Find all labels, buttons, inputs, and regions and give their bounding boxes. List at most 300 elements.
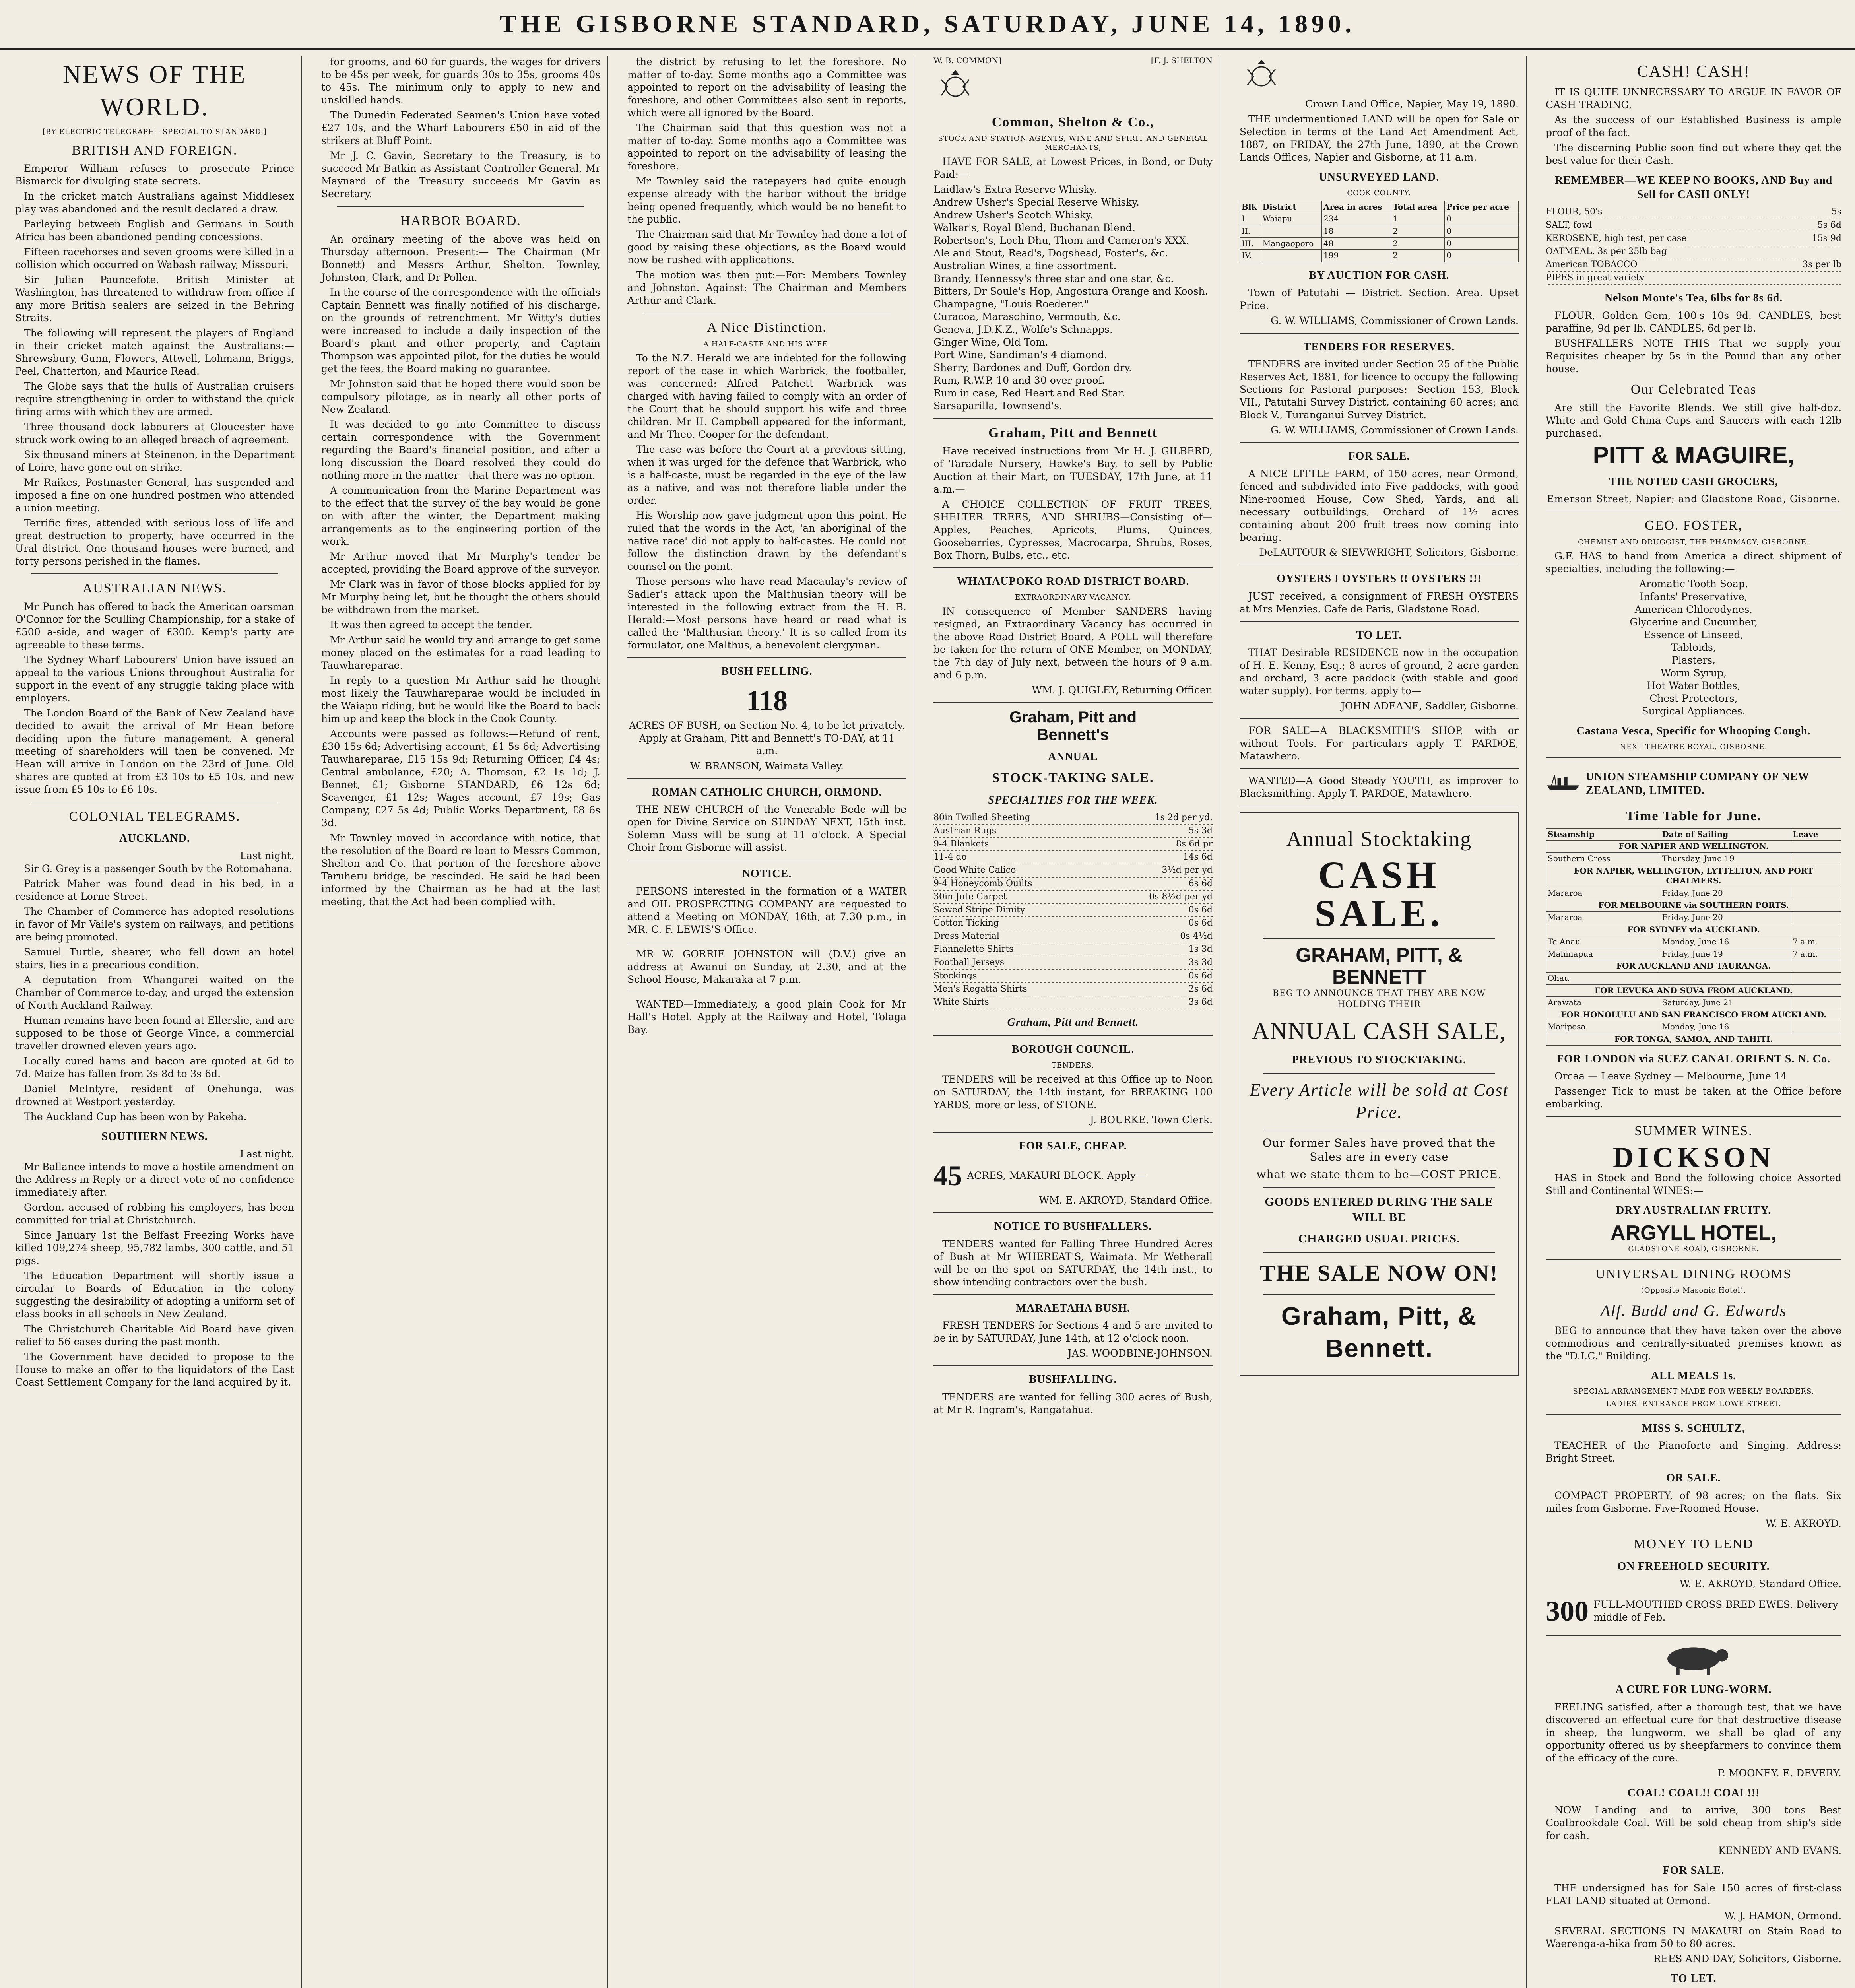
list-item: Chest Protectors,: [1649, 692, 1738, 704]
news-item: Daniel McIntyre, resident of Onehunga, was drowned at Westport yesterday.: [15, 1083, 294, 1108]
annual-stocktaking: Annual Stocktaking: [1286, 827, 1472, 851]
table-cell: [1791, 853, 1841, 865]
nelson-tea: Nelson Monte's Tea, 6lbs for 8s 6d.: [1604, 292, 1783, 305]
universal-dining-rooms: UNIVERSAL DINING ROOMS: [1595, 1266, 1792, 1281]
news-item: The Government have decided to propose to the House to make an offer to the liquidators of the East Coast Settlement Company for the land acquired by it.: [15, 1351, 294, 1388]
table-cell: Monday, June 16: [1660, 1021, 1791, 1033]
ad-text: IT IS QUITE UNNECESSARY TO ARGUE IN FAVOR OF CASH TRADING,: [1546, 86, 1841, 111]
table-cell: 1: [1391, 213, 1445, 225]
column-merchants: [926, 56, 1220, 1988]
table-header: Steamship: [1546, 828, 1660, 841]
castana-address: NEXT THEATRE ROYAL, GISBORNE.: [1620, 742, 1768, 751]
list-item: Hot Water Bottles,: [1647, 679, 1741, 691]
heading-colonial-telegrams: COLONIAL TELEGRAMS.: [69, 809, 241, 824]
news-item: Fifteen racehorses and seven grooms were killed in a collision which occurred on Wabash railway, Missouri.: [15, 246, 294, 271]
table-cell: Mararoa: [1546, 911, 1660, 924]
ad-signature: P. MOONEY. E. DEVERY.: [1717, 1767, 1841, 1779]
heading-bush-felling: BUSH FELLING.: [721, 665, 813, 678]
item-name: 80in Twilled Sheeting: [933, 812, 1030, 823]
ad-text: TENDERS will be received at this Office up to Noon on SATURDAY, the 14th instant, for BREAKING 100 YARDS, more or less, of STONE.: [933, 1073, 1213, 1110]
ad-text: WANTED—Immediately, a good plain Cook for Mr Hall's Hotel. Apply at the Railway and Hotel, Tolaga Bay.: [627, 998, 906, 1036]
crown-dateline: Crown Land Office, Napier, May 19, 1890.: [1305, 98, 1519, 110]
ladies-entrance: LADIES' ENTRANCE FROM LOWE STREET.: [1606, 1400, 1781, 1408]
table-cell: [1791, 997, 1841, 1009]
table-cell: 7 a.m.: [1791, 948, 1841, 960]
ad-text: PERSONS interested in the formation of a WATER and OIL PROSPECTING COMPANY are requested to attend a Meeting on MONDAY, 16th, at 7.30 p.m., in MR. C. F. LEWIS'S Office.: [627, 885, 906, 936]
list-item: [933, 864, 1213, 877]
item-name: Austrian Rugs: [933, 825, 997, 836]
ad-signature: DeLAUTOUR & SIEVWRIGHT, Solicitors, Gisborne.: [1259, 547, 1519, 559]
bush-felling-ad: [627, 682, 906, 772]
subheading-tenders: TENDERS.: [1052, 1061, 1094, 1070]
table-cell: 0: [1445, 225, 1519, 238]
sale-now-on: THE SALE NOW ON!: [1260, 1260, 1498, 1286]
stock-taking-sale: STOCK-TAKING SALE.: [992, 771, 1154, 786]
firm-name: Common, Shelton & Co.,: [992, 115, 1155, 130]
list-item: [1546, 232, 1841, 245]
subheading-cook-county: COOK COUNTY.: [1347, 188, 1411, 197]
item-name: Good White Calico: [933, 865, 1016, 876]
heading-southern-news: SOUTHERN NEWS.: [101, 1130, 208, 1143]
ad-signature: W. BRANSON, Waimata Valley.: [690, 760, 844, 772]
item-name: Cotton Ticking: [933, 918, 999, 928]
former-sales-line1: Our former Sales have proved that the Sales are in every case: [1262, 1136, 1496, 1164]
ad-text: ACRES, MAKAURI BLOCK. Apply—: [967, 1169, 1146, 1181]
heading-maraetaha-bush: MARAETAHA BUSH.: [1015, 1302, 1131, 1314]
list-item: [933, 956, 1213, 969]
item-price: 3s per lb: [1802, 260, 1841, 270]
heading-bushfalling: BUSHFALLING.: [1029, 1373, 1117, 1386]
heading-australian-news: AUSTRALIAN NEWS.: [82, 581, 227, 596]
or-sale: OR SALE.: [1666, 1472, 1721, 1485]
list-item: Champagne, "Louis Roederer.": [933, 298, 1089, 310]
cash-sale-title: CASH SALE.: [1314, 854, 1444, 935]
list-item: Worm Syrup,: [1661, 667, 1727, 679]
ad-text: FRESH TENDERS for Sections 4 and 5 are invited to be in by SATURDAY, June 14th, at 12 o'clock noon.: [933, 1320, 1213, 1344]
item-name: 30in Jute Carpet: [933, 891, 1007, 902]
table-cell: FOR NAPIER, WELLINGTON, LYTTELTON, AND PORT CHALMERS.: [1546, 865, 1841, 887]
report-paragraph: In the course of the correspondence with the officials Captain Bennett was finally notified of his discharge, on the grounds of retrenchment. Mr Witty's duties were increased to include a daily inspection of the Board's plant and other property, and Captain Thompson was appointed pilot, for the duties he would get the fees, the Board making no guarantee.: [321, 286, 600, 375]
item-price: 3s 6d: [1188, 997, 1213, 1007]
foster-item-list: [1546, 578, 1841, 718]
report-paragraph: Mr Johnston said that he hoped there would soon be compulsory pilotage, as in nearly all other ports of New Zealand.: [321, 378, 600, 415]
list-item: [933, 996, 1213, 1009]
table-header: Blk: [1240, 201, 1261, 213]
table-cell: Mararoa: [1546, 887, 1660, 899]
table-cell: 48: [1322, 237, 1391, 250]
table-cell: 2: [1391, 250, 1445, 262]
ad-text: The discerning Public soon find out where they get the best value for their Cash.: [1546, 142, 1841, 166]
list-item: Sarsaparilla, Townsend's.: [933, 400, 1063, 412]
table-header: District: [1261, 201, 1321, 213]
item-price: 0s 6d: [1188, 971, 1213, 981]
list-item: Geneva, J.D.K.Z., Wolfe's Schnapps.: [933, 324, 1113, 336]
ad-text: HAS in Stock and Bond the following choice Assorted Still and Continental WINES:—: [1546, 1172, 1841, 1196]
table-row: [1240, 225, 1519, 238]
union-header: [1546, 763, 1841, 802]
ad-signature: G. W. WILLIAMS, Commissioner of Crown Lands.: [1271, 424, 1519, 436]
item-name: Men's Regatta Shirts: [933, 984, 1027, 994]
news-item: The following will represent the players of England in their cricket match against the Australians:—Shrewsbury, Gunn, Flowers, Attwell, Lohmann, Briggs, Peel, Chatterton, and Maurice Read.: [15, 327, 294, 377]
list-item: Surgical Appliances.: [1642, 705, 1746, 717]
report-paragraph: A communication from the Marine Department was to the effect that the survey of the bay would be gone on with after the winter, the Department making arrangements as to the engineering portion of the work.: [321, 484, 600, 547]
former-sales-line2: what we state them to be—COST PRICE.: [1256, 1168, 1502, 1181]
firm-item-list: [933, 183, 1213, 412]
beg-to-announce: BEG TO ANNOUNCE THAT THEY ARE NOW HOLDING THEIR: [1272, 988, 1486, 1010]
item-name: KEROSENE, high test, per case: [1546, 233, 1687, 243]
ad-signature: W. E. AKROYD, Standard Office.: [1680, 1578, 1841, 1590]
castana-vesca: Castana Vesca, Specific for Whooping Cough.: [1576, 724, 1811, 737]
table-row: [1240, 250, 1519, 262]
table-cell: III.: [1240, 237, 1261, 250]
list-item: Tabloids,: [1671, 641, 1716, 653]
list-item: Robertson's, Loch Dhu, Thom and Cameron's XXX.: [933, 235, 1189, 247]
list-item: Andrew Usher's Scotch Whisky.: [933, 209, 1093, 221]
table-cell: [1660, 972, 1791, 984]
news-item: The London Board of the Bank of New Zealand have decided to await the arrival of Mr Hean before deciding upon the future management. A general meeting of shareholders will then be convened. Mr Hean will arrive in London on the 23rd of June. Old shares are quoted at from £3 10s to £5 10s, and new issue from £5 10s to £6 10s.: [15, 707, 294, 795]
news-item: Human remains have been found at Ellerslie, and are supposed to be those of George Vince, a commercial traveller drowned eleven years ago.: [15, 1015, 294, 1052]
item-name: 11-4 do: [933, 852, 967, 862]
ad-text: THE NEW CHURCH of the Venerable Bede will be open for Divine Service on SUNDAY NEXT, 15th inst. Solemn Mass will be sung at 11 o'clock. A Special Choir from Gisborne will assist.: [627, 804, 906, 854]
item-price: 15s 9d: [1812, 233, 1841, 243]
ad-signature: JOHN ADEANE, Saddler, Gisborne.: [1341, 700, 1519, 712]
item-name: Football Jerseys: [933, 957, 1005, 968]
news-item: for grooms, and 60 for guards, the wages for drivers to be 45s per week, for guards 30s to 35s, grooms 40s to 45s. The minimum only to apply to new and unskilled hands.: [321, 56, 600, 106]
news-of-the-world-title: NEWS OF THE WORLD.: [62, 60, 247, 121]
article-paragraph: To the N.Z. Herald we are indebted for the following report of the case in which Warbrick, the footballer, was concerned:—Alfred Patchett Warbrick was charged with having failed to comply with an order of the Court that he should support his wife and three children. Mr H. Campbell appeared for the informant, and Mr Theo. Cooper for the defendant.: [627, 352, 906, 440]
table-cell: Saturday, June 21: [1660, 997, 1791, 1009]
ad-signature: KENNEDY AND EVANS.: [1718, 1845, 1841, 1857]
ad-signature: G. W. WILLIAMS, Commissioner of Crown Lands.: [1271, 315, 1519, 326]
ad-text: Orcaa — Leave Sydney — Melbourne, June 14: [1554, 1070, 1787, 1082]
specialties-list: [933, 812, 1213, 1009]
list-item: Plasters,: [1671, 654, 1716, 666]
firm-subtitle: STOCK AND STATION AGENTS, WINE AND SPIRIT AND GENERAL MERCHANTS,: [938, 134, 1208, 152]
ad-text: G.F. HAS to hand from America a direct shipment of specialties, including the following:—: [1546, 550, 1841, 575]
byline: [BY ELECTRIC TELEGRAPH—SPECIAL TO STANDARD.]: [43, 127, 267, 136]
table-row: [1546, 887, 1841, 899]
table-row: [1546, 899, 1841, 912]
ad-text: SEVERAL SECTIONS IN MAKAURI on Stain Road to Waerenga-a-hika from 50 to 80 acres.: [1546, 1925, 1841, 1950]
dry-australian-fruity: DRY AUSTRALIAN FRUITY.: [1616, 1204, 1771, 1217]
list-item: [1546, 272, 1841, 285]
ad-text: TENDERS are wanted for felling 300 acres of Bush, at Mr R. Ingram's, Rangatahua.: [933, 1391, 1213, 1416]
timetable: [1546, 828, 1841, 1046]
table-cell: FOR MELBOURNE via SOUTHERN PORTS.: [1546, 899, 1841, 912]
table-cell: II.: [1240, 225, 1261, 238]
list-item: [933, 812, 1213, 825]
gpb-footer: Graham, Pitt and Bennett.: [1007, 1016, 1139, 1029]
table-cell: 199: [1322, 250, 1391, 262]
ad-signature: WM. J. QUIGLEY, Returning Officer.: [1032, 684, 1213, 696]
london-suez: FOR LONDON via SUEZ CANAL ORIENT S. N. Co.: [1557, 1052, 1830, 1065]
item-price: 5s: [1831, 207, 1841, 217]
ad-signature: J. BOURKE, Town Clerk.: [1090, 1114, 1213, 1126]
gpb-annual: ANNUAL: [1048, 750, 1098, 763]
remember-notice: REMEMBER—WE KEEP NO BOOKS, AND Buy and Sell for CASH ONLY!: [1554, 174, 1833, 201]
list-item: [1546, 245, 1841, 258]
newspaper-masthead: THE GISBORNE STANDARD, SATURDAY, JUNE 14, 1890.: [0, 0, 1855, 50]
table-row: [1546, 865, 1841, 887]
dateline: Last night.: [240, 1148, 294, 1160]
list-item: [933, 904, 1213, 917]
table-row: [1546, 997, 1841, 1009]
geo-foster: GEO. FOSTER,: [1645, 518, 1742, 533]
report-paragraph: Mr Arthur moved that Mr Murphy's tender be accepted, providing the Board approve of the surveyor.: [321, 550, 600, 575]
price-list: [1546, 206, 1841, 285]
heading-whataupoko: WHATAUPOKO ROAD DISTRICT BOARD.: [957, 575, 1189, 588]
sheep-icon: [1650, 1641, 1737, 1676]
item-name: SALT, fowl: [1546, 220, 1592, 230]
table-cell: Ohau: [1546, 972, 1660, 984]
gpb-line1: Graham, Pitt and: [1009, 708, 1137, 726]
ad-text: NOW Landing and to arrive, 300 tons Best Coalbrookdale Coal. Will be sold cheap from ship's side for cash.: [1546, 1804, 1841, 1842]
list-item: [933, 983, 1213, 996]
dateline: Last night.: [240, 850, 294, 862]
news-item: Sir Julian Pauncefote, British Minister at Washington, has threatened to withdraw from office if any more British sealers are seized in the Behring Straits.: [15, 274, 294, 324]
list-item: [933, 878, 1213, 891]
ad-text: FULL-MOUTHED CROSS BRED EWES. Delivery middle of Feb.: [1593, 1598, 1838, 1623]
heading-auckland: AUCKLAND.: [119, 832, 190, 845]
report-paragraph: In reply to a question Mr Arthur said he thought most likely the Tauwhareparae would be included in the Waiapu riding, but he would like the Board to back him up and keep the block in the Cook County.: [321, 674, 600, 724]
table-row: [1546, 1009, 1841, 1021]
table-cell: Monday, June 16: [1660, 936, 1791, 948]
foster-subtitle: CHEMIST AND DRUGGIST, THE PHARMACY, GISBORNE.: [1578, 538, 1809, 546]
table-header: Area in acres: [1322, 201, 1391, 213]
news-item: Parleying between English and Germans in South Africa has been abandoned pending concessions.: [15, 218, 294, 243]
item-name: Dress Material: [933, 931, 999, 942]
table-cell: FOR TONGA, SAMOA, AND TAHITI.: [1546, 1033, 1841, 1045]
ad-text: A NICE LITTLE FARM, of 150 acres, near Ormond, fenced and subdivided into Five paddocks, with good Nine-roomed House, Cow Shed, Yards, and all necessary outbuildings, Orchard of 1½ acres containing about 200 fruit trees now coming into bearing.: [1240, 468, 1519, 544]
table-row: [1546, 1033, 1841, 1045]
acres-number: 118: [746, 685, 788, 717]
heading-oysters: OYSTERS ! OYSTERS !! OYSTERS !!!: [1277, 573, 1482, 585]
item-price: 8s 6d pr: [1176, 839, 1213, 849]
dickson: DICKSON: [1612, 1141, 1775, 1173]
item-price: 0s 4½d: [1180, 931, 1213, 942]
list-item: [933, 891, 1213, 904]
heading-for-sale: FOR SALE.: [1348, 450, 1410, 463]
news-item: Six thousand miners at Steinenon, in the Department of Loire, have gone out on strike.: [15, 449, 294, 474]
report-paragraph: Mr Clark was in favor of those blocks applied for by Mr Murphy being let, but he thought the others should be withdrawn from the market.: [321, 578, 600, 615]
list-item: Curacoa, Maraschino, Vermouth, &c.: [933, 311, 1121, 323]
ad-text: ACRES OF BUSH, on Section No. 4, to be let privately. Apply at Graham, Pitt and Bennett's TO-DAY, at 11 a.m.: [629, 719, 905, 757]
ad-text: A CHOICE COLLECTION OF FRUIT TREES, SHELTER TREES, AND SHRUBS—Consisting of—Apples, Peaches, Apricots, Plums, Quinces, Gooseberries, Cypresses, Macrocarpa, Shrubs, Roses, Box Thorn, Bulbs, etc., etc.: [933, 498, 1213, 561]
news-item: The Christchurch Charitable Aid Board have given relief to 56 cases during the past month.: [15, 1323, 294, 1348]
steamship-icon: [1546, 769, 1581, 796]
heading-notice-bushfallers: NOTICE TO BUSHFALLERS.: [994, 1220, 1152, 1233]
heading-for-sale-cheap: FOR SALE, CHEAP.: [1019, 1140, 1127, 1152]
list-item: [933, 943, 1213, 956]
ad-signature: JAS. WOODBINE-JOHNSON.: [1067, 1347, 1213, 1359]
heading-tenders-reserves: TENDERS FOR RESERVES.: [1303, 340, 1455, 353]
ad-text: FLOUR, Golden Gem, 100's 10s 9d. CANDLES, best paraffine, 9d per lb. CANDLES, 6d per lb.: [1546, 310, 1841, 334]
table-row: [1546, 948, 1841, 960]
table-row: [1546, 1021, 1841, 1033]
list-item: [1546, 258, 1841, 272]
royal-crest-icon: [933, 68, 977, 103]
table-row: [1240, 237, 1519, 250]
ad-text: MR W. GORRIE JOHNSTON will (D.V.) give an address at Awanui on Sunday, at 2.30, and at the School House, Makaraka at 7 p.m.: [627, 948, 906, 986]
news-item: Three thousand dock labourers at Gloucester have struck work owing to an alleged breach of agreement.: [15, 421, 294, 446]
table-cell: Friday, June 20: [1660, 911, 1791, 924]
pm-subtitle: THE NOTED CASH GROCERS,: [1609, 475, 1778, 488]
item-name: FLOUR, 50's: [1546, 207, 1603, 217]
item-price: 1s 3d: [1188, 944, 1213, 955]
cash-sale-advert: [1240, 812, 1519, 1376]
list-item: [933, 825, 1213, 838]
table-row: [1546, 936, 1841, 948]
news-item: Mr Raikes, Postmaster General, has suspended and imposed a fine on one hundred postmen who attended a union meeting.: [15, 477, 294, 514]
heading-roman-catholic: ROMAN CATHOLIC CHURCH, ORMOND.: [652, 786, 882, 798]
item-name: American TOBACCO: [1546, 260, 1638, 270]
pitt-maguire: PITT & MAGUIRE,: [1593, 441, 1795, 468]
table-row: [1546, 911, 1841, 924]
item-name: Sewed Stripe Dimity: [933, 905, 1025, 915]
news-item: Terrific fires, attended with serious loss of life and great destruction to property, have occurred in the Ural district. One thousand houses were burned, and forty persons perished in the flames.: [15, 517, 294, 567]
report-paragraph: Mr Townley said the ratepayers had quite enough expense already with the harbor without the bridge being opened frequently, which would be no benefit to the public.: [627, 175, 906, 225]
for-sale-small: FOR SALE.: [1663, 1864, 1725, 1877]
list-item: Ginger Wine, Old Tom.: [933, 336, 1048, 348]
pm-address: Emerson Street, Napier; and Gladstone Road, Gisborne.: [1547, 493, 1840, 505]
item-name: White Shirts: [933, 997, 989, 1007]
ewes-number: 300: [1546, 1595, 1589, 1627]
item-price: 3s 3d: [1188, 957, 1213, 968]
news-item: The Chamber of Commerce has adopted resolutions in favor of Mr Vaile's system on railways, and petitions are being promoted.: [15, 906, 294, 943]
table-row: [1546, 841, 1841, 853]
item-price: 2s 6d: [1188, 984, 1213, 994]
table-cell: Te Anau: [1546, 936, 1660, 948]
table-cell: 2: [1391, 225, 1445, 238]
news-item: Sir G. Grey is a passenger South by the Rotomahana.: [24, 863, 293, 875]
ad-signature: REES AND DAY, Solicitors, Gisborne.: [1653, 1953, 1841, 1965]
item-price: 6s 6d: [1188, 878, 1213, 889]
land-table: [1240, 201, 1519, 262]
table-row: [1546, 853, 1841, 865]
table-cell: Mariposa: [1546, 1021, 1660, 1033]
udr-subtitle: (Opposite Masonic Hotel).: [1641, 1286, 1746, 1295]
money-to-lend: MONEY TO LEND: [1634, 1537, 1754, 1552]
table-cell: Friday, June 20: [1660, 887, 1791, 899]
specialties-heading: SPECIALTIES FOR THE WEEK.: [988, 794, 1158, 806]
item-name: PIPES in great variety: [1546, 273, 1645, 283]
list-item: Port Wine, Sandiman's 4 diamond.: [933, 349, 1107, 361]
subheading-vacancy: EXTRAORDINARY VACANCY.: [1015, 593, 1131, 602]
ad-text: IN consequence of Member SANDERS having resigned, an Extraordinary Vacancy has occurred in the above Road District Board. A POLL will therefore be taken for the return of ONE Member, on MONDAY, the 7th day of July next, between the hours of 9 a.m. and 6 p.m.: [933, 605, 1213, 681]
timetable-title: Time Table for June.: [1626, 809, 1762, 824]
table-cell: Waiapu: [1261, 213, 1321, 225]
item-price: 14s 6d: [1183, 852, 1213, 862]
ad-text: THE undersigned has for Sale 150 acres of first-class FLAT LAND situated at Ormond.: [1546, 1882, 1841, 1907]
table-row: [1546, 960, 1841, 973]
report-paragraph: Accounts were passed as follows:—Refund of rent, £30 15s 6d; Advertising account, £1 5s 6d; Advertising Tauwhareparae, £15 15s 9d; Returning Officer, £4 4s; Central ambulance, £20; A. Thomson, £2 1s 1d; J. Bennet, £1; Gisborne STANDARD, £6 12s 6d; Scavenger, £1 12s; Wages account, £7 19s; Gas Company, £27 5s 4d; Public Works Department, £8 6s 3d.: [321, 728, 600, 829]
item-price: 0s 8½d per yd: [1149, 891, 1213, 902]
argyll-hotel: ARGYLL HOTEL,: [1611, 1221, 1777, 1244]
goods-entered-line2: CHARGED USUAL PRICES.: [1298, 1232, 1460, 1245]
ad-text: As the success of our Established Business is ample proof of the fact.: [1546, 114, 1841, 138]
gpb-line2: Bennett's: [1037, 726, 1109, 744]
freehold-security: ON FREEHOLD SECURITY.: [1617, 1560, 1770, 1573]
ad-text: THAT Desirable RESIDENCE now in the occupation of H. E. Kenny, Esq.; 8 acres of ground, 2 acre garden and orchard, 3 acre paddock (with stable and good water supply). For terms, apply to—: [1240, 646, 1519, 697]
column-crown-lands: [1232, 56, 1527, 1988]
table-cell: 234: [1322, 213, 1391, 225]
ad-text: JUST received, a consignment of FRESH OYSTERS at Mrs Menzies, Cafe de Paris, Gladstone Road.: [1240, 590, 1519, 615]
report-paragraph: Mr Townley moved in accordance with notice, that the resolution of the Board re loan to Messrs Common, Shelton and Co. that portion of the foreshore above Taruheru bridge, be rescinded. He said he had been informed by the Chairman as he had at the last meeting, that the Act had been complied with.: [321, 832, 600, 907]
table-cell: IV.: [1240, 250, 1261, 262]
coal-heading: COAL! COAL!! COAL!!!: [1627, 1786, 1760, 1799]
news-item: The Education Department will shortly issue a circular to Boards of Education in the colony suggesting the desirability of adopting a uniform set of class books in all schools in New Zealand.: [15, 1270, 294, 1320]
list-item: American Chlorodynes,: [1634, 603, 1753, 615]
ad-text: TENDERS are invited under Section 25 of the Public Reserves Act, 1881, for licence to occupy the following Sections for Pastoral purposes:—Section 153, Block VII., Patutahi Survey District, containing 60 acres; and Block V., Turanganui Survey District.: [1240, 358, 1519, 421]
list-item: [933, 838, 1213, 851]
item-name: OATMEAL, 3s per 25lb bag: [1546, 246, 1667, 256]
table-header: Leave: [1791, 828, 1841, 841]
table-header: Date of Sailing: [1660, 828, 1791, 841]
column-cash-union: [1539, 56, 1849, 1988]
news-item: Mr J. C. Gavin, Secretary to the Treasury, is to succeed Mr Batkin as Assistant Controller General, Mr Maynard of the Treasury succeeds Mr Gavin as Secretary.: [321, 150, 600, 200]
table-cell: 2: [1391, 237, 1445, 250]
list-item: Walker's, Royal Blend, Buchanan Blend.: [933, 222, 1135, 234]
ad-text: Passenger Tick to must be taken at the Office before embarking.: [1546, 1085, 1841, 1110]
table-cell: FOR AUCKLAND AND TAURANGA.: [1546, 960, 1841, 973]
news-item: In the cricket match Australians against Middlesex play was abandoned and the result declared a draw.: [15, 190, 294, 215]
report-paragraph: The Chairman said that this question was not a matter of to-day. Some months ago a Committee was appointed to report on the advisability of leasing the foreshore.: [627, 122, 906, 172]
list-item: [933, 930, 1213, 943]
ad-text: THE undermentioned LAND will be open for Sale or Selection in terms of the Land Act Amendment Act, 1887, on FRIDAY, the 27th June, 1890, at the Crown Lands Offices, Napier and Gisborne, at 11 a.m.: [1240, 113, 1519, 163]
news-item: The Dunedin Federated Seamen's Union have voted £27 10s, and the Wharf Labourers £50 in aid of the strikers at Bluff Point.: [321, 109, 600, 146]
ad-text: BUSHFALLERS NOTE THIS—That we supply your Requisites cheaper by 5s in the Pound than any other house.: [1546, 338, 1841, 375]
news-item: A deputation from Whangarei waited on the Chamber of Commerce to-day, and urged the extension of North Auckland Railway.: [15, 974, 294, 1011]
table-cell: [1791, 972, 1841, 984]
report-paragraph: It was then agreed to accept the tender.: [330, 619, 532, 631]
news-item: Mr Ballance intends to move a hostile amendment on the Address-in-Reply or a direct vote of no confidence immediately after.: [15, 1161, 294, 1198]
table-header: Price per acre: [1445, 201, 1519, 213]
table-cell: FOR HONOLULU AND SAN FRANCISCO FROM AUCKLAND.: [1546, 1009, 1841, 1021]
list-item: [1546, 206, 1841, 219]
item-price: 5s 3d: [1188, 825, 1213, 836]
heading-notice: NOTICE.: [742, 868, 792, 880]
goods-entered-line1: GOODS ENTERED DURING THE SALE WILL BE: [1265, 1195, 1494, 1224]
report-paragraph: It was decided to go into Committee to discuss certain correspondence with the Government regarding the Board's financial position, and after a long discussion the Board resolved they could do nothing more in the matter—that there was no option.: [321, 418, 600, 481]
item-name: 9-4 Honeycomb Quilts: [933, 878, 1032, 889]
column-distinction: [620, 56, 914, 1988]
news-item: The Sydney Wharf Labourers' Union have issued an appeal to the various Unions throughout Australia for support in the event of any struggle taking place with employers.: [15, 654, 294, 704]
list-item: Brandy, Hennessy's three star and one star, &c.: [933, 273, 1174, 285]
ad-text: BEG to announce that they have taken over the above commodious and centrally-situated premises known as the "D.I.C." Building.: [1546, 1324, 1841, 1362]
news-item: The Auckland Cup has been won by Pakeha.: [24, 1111, 247, 1123]
partner-names: [933, 56, 1213, 66]
list-item: Glycerine and Cucumber,: [1630, 616, 1758, 628]
table-cell: 18: [1322, 225, 1391, 238]
every-article: Every Article will be sold at Cost Price.: [1250, 1080, 1509, 1122]
ad-text: Town of Patutahi — District. Section. Area. Upset Price.: [1240, 287, 1519, 311]
ad-text: COMPACT PROPERTY, of 98 acres; on the flats. Six miles from Gisborne. Five-Roomed House.: [1546, 1490, 1841, 1514]
table-cell: 0: [1445, 250, 1519, 262]
news-item: Samuel Turtle, shearer, who fell down an hotel stairs, lies in a precarious condition.: [15, 946, 294, 971]
article-paragraph: The case was before the Court at a previous sitting, when it was urged for the defence that Warbrick, who is a half-caste, must be regarded in the eye of the law as a native, and was not therefore liable under the order.: [627, 443, 906, 506]
news-item: Locally cured hams and bacon are quoted at 6d to 7d. Maize has fallen from 3s 8d to 3s 6d.: [15, 1055, 294, 1080]
list-item: Aromatic Tooth Soap,: [1639, 578, 1748, 590]
list-item: Infants' Preservative,: [1640, 590, 1748, 602]
heading-by-auction: BY AUCTION FOR CASH.: [1309, 269, 1449, 282]
partner-left: W. B. COMMON]: [933, 56, 1002, 65]
table-cell: Thursday, June 19: [1660, 853, 1791, 865]
miss-schultz: MISS S. SCHULTZ,: [1642, 1422, 1745, 1435]
report-paragraph: The Chairman said that Mr Townley had done a lot of good by raising these objections, as the Board would now be rushed with applications.: [627, 229, 906, 266]
item-price: 3½d per yd: [1162, 865, 1213, 876]
article-paragraph: His Worship now gave judgment upon this point. He ruled that the words in the Act, 'an aboriginal of the native race' did not apply to half-castes. He could not follow the distinction drawn by the defendant's counsel on the point.: [627, 509, 906, 572]
table-cell: [1261, 250, 1321, 262]
